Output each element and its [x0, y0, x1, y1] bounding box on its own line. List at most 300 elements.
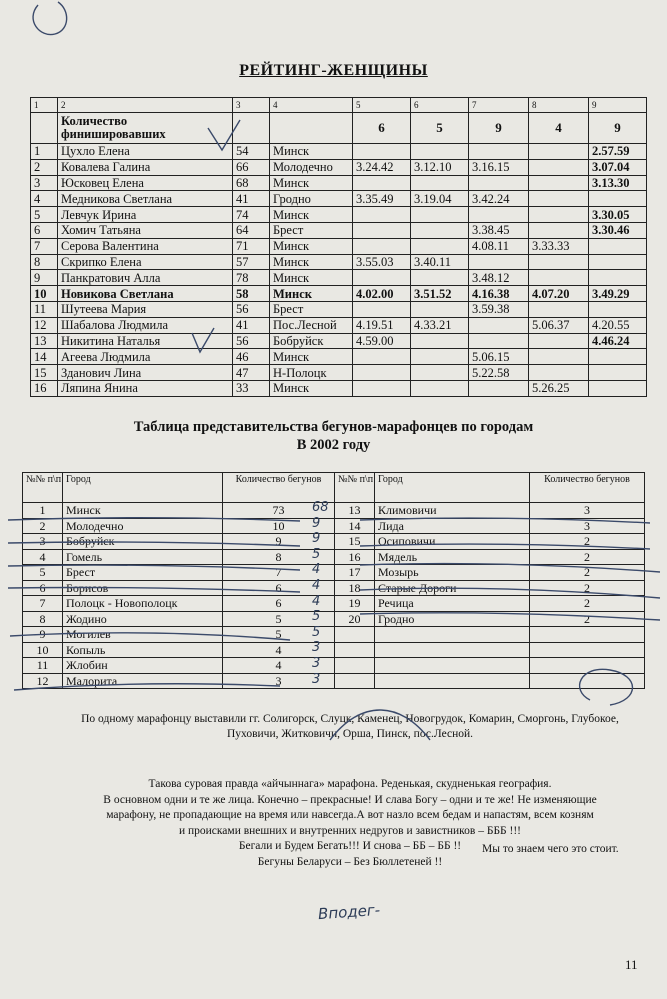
athlete-row: [31, 159, 647, 175]
place: 4: [31, 191, 58, 207]
city-name: Мядель: [375, 549, 530, 565]
city-name: Гомель: [63, 549, 223, 565]
city-row: [23, 549, 645, 565]
column-number: 7: [469, 98, 529, 113]
column-number: 8: [529, 98, 589, 113]
athlete-city: Брест: [270, 301, 353, 317]
runner-count: 73: [223, 503, 335, 519]
athlete-age: 54: [233, 144, 270, 160]
result-time: 5.06.37: [529, 317, 589, 333]
runner-count: 2: [530, 534, 645, 550]
women-rating-table: [30, 97, 647, 397]
athlete-age: 68: [233, 175, 270, 191]
result-time: [411, 144, 469, 160]
finishers-count: 4: [529, 113, 589, 144]
city-name: Лида: [375, 518, 530, 534]
column-number: 6: [411, 98, 469, 113]
athlete-name: Ковалева Галина: [58, 159, 233, 175]
result-time: 4.20.55: [589, 317, 647, 333]
result-time: [469, 144, 529, 160]
result-time: [353, 380, 411, 396]
result-time: 3.07.04: [589, 159, 647, 175]
result-time: 5.26.25: [529, 380, 589, 396]
result-time: [353, 349, 411, 365]
result-time: 4.08.11: [469, 238, 529, 254]
city-name: Климовичи: [375, 503, 530, 519]
result-time: [411, 270, 469, 286]
city-row: [23, 534, 645, 550]
runner-count: 4: [223, 658, 335, 674]
athlete-name: Левчук Ирина: [58, 207, 233, 223]
empty-cell: [270, 113, 353, 144]
place: 7: [31, 238, 58, 254]
place: 11: [31, 301, 58, 317]
result-time: [529, 254, 589, 270]
city-name: Осиповичи: [375, 534, 530, 550]
quote-line: Такова суровая правда «айчыннага» марафона. Реденькая, скудненькая география.: [148, 778, 552, 790]
athlete-age: 64: [233, 222, 270, 238]
city-row: [23, 627, 645, 643]
runner-count: 3: [530, 503, 645, 519]
city-number: 16: [335, 549, 375, 565]
athlete-row: [31, 175, 647, 191]
runner-count: [530, 642, 645, 658]
rating-title: РЕЙТИНГ-ЖЕНЩИНЫ: [239, 62, 428, 79]
city-name: Речица: [375, 596, 530, 612]
quote-line: марафону, не пропадающие на время или навсегда.А вот назло всем бедам и напастям, всем козням: [106, 809, 594, 821]
result-time: [529, 333, 589, 349]
handwritten-count: 4: [312, 593, 321, 609]
runner-count: 3: [223, 673, 335, 689]
city-name: [375, 658, 530, 674]
city-number: 5: [23, 565, 63, 581]
city-number: 17: [335, 565, 375, 581]
city-number: [335, 642, 375, 658]
result-time: 3.38.45: [469, 222, 529, 238]
result-time: 3.35.49: [353, 191, 411, 207]
runner-count: 7: [223, 565, 335, 581]
athlete-age: 78: [233, 270, 270, 286]
athlete-age: 57: [233, 254, 270, 270]
city-row: [23, 580, 645, 596]
result-time: 3.40.11: [411, 254, 469, 270]
athlete-age: 58: [233, 286, 270, 302]
result-time: [411, 365, 469, 381]
city-number: [335, 627, 375, 643]
result-time: 3.49.29: [589, 286, 647, 302]
result-time: [529, 207, 589, 223]
athlete-row: [31, 238, 647, 254]
result-time: [411, 349, 469, 365]
city-name: Молодечно: [63, 518, 223, 534]
runner-count: [530, 673, 645, 689]
result-time: 5.22.58: [469, 365, 529, 381]
handwritten-count: 5: [312, 609, 321, 625]
quote-line: Бегали и Будем Бегать!!! И снова – ББ – ББ !!: [238, 840, 462, 852]
result-time: [589, 238, 647, 254]
cities-title-line1: Таблица представительства бегунов-марафонцев по городам: [133, 419, 534, 435]
athlete-age: 46: [233, 349, 270, 365]
result-time: [589, 270, 647, 286]
runner-count: [530, 658, 645, 674]
result-time: [589, 349, 647, 365]
city-row: [23, 596, 645, 612]
result-time: [353, 270, 411, 286]
athlete-city: Минск: [270, 349, 353, 365]
city-name: [375, 627, 530, 643]
result-time: [529, 301, 589, 317]
city-name: Жлобин: [63, 658, 223, 674]
athlete-age: 56: [233, 333, 270, 349]
result-time: [411, 222, 469, 238]
result-time: [469, 254, 529, 270]
result-time: 3.30.05: [589, 207, 647, 223]
city-number: 15: [335, 534, 375, 550]
place: 15: [31, 365, 58, 381]
cities-table: [22, 472, 645, 689]
place: 8: [31, 254, 58, 270]
quote-line: Бегуны Беларуси – Без Бюллетеней !!: [257, 855, 443, 868]
result-time: [589, 380, 647, 396]
runner-count: 2: [530, 611, 645, 627]
handwritten-count: 4: [312, 578, 321, 593]
athlete-name: Агеева Людмила: [58, 349, 233, 365]
finishers-count: 9: [469, 113, 529, 144]
column-number: 9: [589, 98, 647, 113]
result-time: [469, 317, 529, 333]
result-time: 5.06.15: [469, 349, 529, 365]
city-name: Бобруйск: [63, 534, 223, 550]
header-city: Город: [375, 473, 530, 503]
city-name: Борисов: [63, 580, 223, 596]
city-number: 1: [23, 503, 63, 519]
result-time: 3.48.12: [469, 270, 529, 286]
city-row: [23, 565, 645, 581]
result-time: [589, 301, 647, 317]
runner-count: 5: [223, 627, 335, 643]
handwritten-count: 5: [312, 546, 321, 562]
result-time: [469, 175, 529, 191]
runner-count: 2: [530, 549, 645, 565]
result-time: [529, 365, 589, 381]
city-name: Полоцк - Новополоцк: [63, 596, 223, 612]
athlete-row: [31, 380, 647, 396]
city-number: 11: [23, 658, 63, 674]
result-time: [589, 191, 647, 207]
runner-count: 10: [223, 518, 335, 534]
place: 5: [31, 207, 58, 223]
city-number: 19: [335, 596, 375, 612]
city-number: [335, 658, 375, 674]
cities-header-row: [23, 473, 645, 503]
result-time: [411, 175, 469, 191]
header-num: №№ п\п: [23, 473, 63, 503]
athlete-name: Хомич Татьяна: [58, 222, 233, 238]
result-time: 3.16.15: [469, 159, 529, 175]
athlete-row: [31, 191, 647, 207]
finishers-label: Количество финишировавших: [58, 113, 233, 144]
result-time: [353, 222, 411, 238]
city-name: Минск: [63, 503, 223, 519]
city-name: Мозырь: [375, 565, 530, 581]
athlete-age: 41: [233, 317, 270, 333]
athlete-city: Минск: [270, 175, 353, 191]
result-time: [353, 301, 411, 317]
athlete-name: Юсковец Елена: [58, 175, 233, 191]
athlete-age: 47: [233, 365, 270, 381]
finishers-count: 5: [411, 113, 469, 144]
finishers-count-row: [31, 113, 647, 144]
city-name: Гродно: [375, 611, 530, 627]
city-row: [23, 503, 645, 519]
runner-count: 5: [223, 611, 335, 627]
result-time: [353, 175, 411, 191]
athlete-name: Ляпина Янина: [58, 380, 233, 396]
athlete-row: [31, 286, 647, 302]
result-time: [589, 365, 647, 381]
runner-count: 6: [223, 596, 335, 612]
athlete-name: Серова Валентина: [58, 238, 233, 254]
result-time: [529, 175, 589, 191]
city-number: 9: [23, 627, 63, 643]
city-row: [23, 658, 645, 674]
handwritten-count: 3: [312, 640, 321, 656]
handwritten-count: 68: [312, 500, 329, 515]
place: 14: [31, 349, 58, 365]
athlete-name: Скрипко Елена: [58, 254, 233, 270]
result-time: 3.24.42: [353, 159, 411, 175]
result-time: [353, 144, 411, 160]
athlete-city: Брест: [270, 222, 353, 238]
result-time: 4.33.21: [411, 317, 469, 333]
handwritten-count: 4: [312, 562, 321, 578]
result-time: 3.51.52: [411, 286, 469, 302]
athlete-age: 71: [233, 238, 270, 254]
result-time: [353, 207, 411, 223]
athlete-age: 66: [233, 159, 270, 175]
athlete-city: Молодечно: [270, 159, 353, 175]
result-time: 4.02.00: [353, 286, 411, 302]
runner-count: 8: [223, 549, 335, 565]
result-time: [529, 144, 589, 160]
runner-count: 4: [223, 642, 335, 658]
city-name: [375, 673, 530, 689]
runner-count: [530, 627, 645, 643]
result-time: [353, 365, 411, 381]
result-time: [529, 159, 589, 175]
athlete-row: [31, 333, 647, 349]
city-number: 2: [23, 518, 63, 534]
athlete-city: Минск: [270, 254, 353, 270]
athlete-city: Минск: [270, 270, 353, 286]
result-time: 3.55.03: [353, 254, 411, 270]
city-number: 8: [23, 611, 63, 627]
city-number: 12: [23, 673, 63, 689]
city-name: Малорита: [63, 673, 223, 689]
result-time: 3.42.24: [469, 191, 529, 207]
place: 2: [31, 159, 58, 175]
place: 6: [31, 222, 58, 238]
city-name: [375, 642, 530, 658]
column-number-row: [31, 98, 647, 113]
athlete-city: Минск: [270, 238, 353, 254]
place: 10: [31, 286, 58, 302]
result-time: 3.33.33: [529, 238, 589, 254]
city-number: 6: [23, 580, 63, 596]
result-time: [529, 191, 589, 207]
athlete-city: Пос.Лесной: [270, 317, 353, 333]
finishers-count: 6: [353, 113, 411, 144]
column-number: 2: [58, 98, 233, 113]
city-name: Могилев: [63, 627, 223, 643]
city-row: [23, 673, 645, 689]
quote-line: и происками внешних и внутренних недругов и завистников – БББ !!!: [178, 824, 522, 837]
corner-scribble: [33, 2, 67, 35]
column-number: 3: [233, 98, 270, 113]
header-count: Количество бегунов: [223, 473, 335, 503]
result-time: 4.07.20: [529, 286, 589, 302]
athlete-row: [31, 349, 647, 365]
runner-count: 2: [530, 596, 645, 612]
handwritten-count: 3: [312, 671, 321, 687]
athlete-city: Гродно: [270, 191, 353, 207]
athlete-row: [31, 222, 647, 238]
empty-cell: [31, 113, 58, 144]
city-number: 7: [23, 596, 63, 612]
result-time: 3.59.38: [469, 301, 529, 317]
athlete-city: Н-Полоцк: [270, 365, 353, 381]
athlete-name: Медникова Светлана: [58, 191, 233, 207]
result-time: 3.19.04: [411, 191, 469, 207]
quote-line: В основном одни и те же лица. Конечно – прекрасные! И слава Богу – одни и те же! Не изменяющие: [103, 793, 597, 806]
result-time: [529, 270, 589, 286]
result-time: [469, 380, 529, 396]
result-time: 4.16.38: [469, 286, 529, 302]
city-number: 14: [335, 518, 375, 534]
runner-count: 3: [530, 518, 645, 534]
city-number: 4: [23, 549, 63, 565]
athlete-age: 56: [233, 301, 270, 317]
result-time: 4.59.00: [353, 333, 411, 349]
result-time: [411, 301, 469, 317]
athlete-row: [31, 365, 647, 381]
place: 1: [31, 144, 58, 160]
handwritten-note: Вподег-: [317, 900, 381, 924]
column-number: 1: [31, 98, 58, 113]
result-time: [469, 333, 529, 349]
athlete-row: [31, 144, 647, 160]
athlete-name: Цухло Елена: [58, 144, 233, 160]
result-time: 2.57.59: [589, 144, 647, 160]
result-time: [411, 380, 469, 396]
athlete-name: Зданович Лина: [58, 365, 233, 381]
result-time: [411, 238, 469, 254]
result-time: [469, 207, 529, 223]
column-number: 5: [353, 98, 411, 113]
athlete-row: [31, 207, 647, 223]
result-time: [411, 207, 469, 223]
city-number: 20: [335, 611, 375, 627]
place: 16: [31, 380, 58, 396]
city-row: [23, 518, 645, 534]
handwritten-count: 9: [312, 531, 321, 547]
place: 9: [31, 270, 58, 286]
athlete-name: Шабалова Людмила: [58, 317, 233, 333]
athlete-city: Бобруйск: [270, 333, 353, 349]
result-time: [353, 238, 411, 254]
result-time: 3.12.10: [411, 159, 469, 175]
athlete-name: Новикова Светлана: [58, 286, 233, 302]
runner-count: 6: [223, 580, 335, 596]
athlete-age: 74: [233, 207, 270, 223]
athlete-city: Минск: [270, 286, 353, 302]
city-number: [335, 673, 375, 689]
athlete-age: 33: [233, 380, 270, 396]
city-row: [23, 642, 645, 658]
result-time: [411, 333, 469, 349]
column-number: 4: [270, 98, 353, 113]
cities-table-title: [0, 418, 667, 454]
result-time: [529, 349, 589, 365]
handwritten-count: 9: [312, 515, 321, 531]
runner-count: 2: [530, 565, 645, 581]
result-time: 3.30.46: [589, 222, 647, 238]
athlete-row: [31, 254, 647, 270]
finishers-count: 9: [589, 113, 647, 144]
city-name: Брест: [63, 565, 223, 581]
header-num: №№ п\п: [335, 473, 375, 503]
city-number: 10: [23, 642, 63, 658]
city-number: 3: [23, 534, 63, 550]
athlete-row: [31, 270, 647, 286]
runner-count: 2: [530, 580, 645, 596]
result-time: [529, 222, 589, 238]
athlete-age: 41: [233, 191, 270, 207]
athlete-name: Панкратович Алла: [58, 270, 233, 286]
city-row: [23, 611, 645, 627]
place: 13: [31, 333, 58, 349]
athlete-city: Минск: [270, 144, 353, 160]
city-name: Старые Дороги: [375, 580, 530, 596]
city-name: Копыль: [63, 642, 223, 658]
empty-cell: [233, 113, 270, 144]
header-city: Город: [63, 473, 223, 503]
result-time: 4.19.51: [353, 317, 411, 333]
athlete-name: Никитина Наталья: [58, 333, 233, 349]
athlete-city: Минск: [270, 380, 353, 396]
place: 12: [31, 317, 58, 333]
header-count: Количество бегунов: [530, 473, 645, 503]
cities-title-line2: В 2002 году: [296, 437, 371, 453]
page-number: 11: [625, 957, 638, 972]
result-time: 3.13.30: [589, 175, 647, 191]
result-time: 4.46.24: [589, 333, 647, 349]
handwritten-count: 3: [312, 656, 321, 671]
place: 3: [31, 175, 58, 191]
athlete-row: [31, 317, 647, 333]
city-name: Жодино: [63, 611, 223, 627]
city-number: 13: [335, 503, 375, 519]
athlete-city: Минск: [270, 207, 353, 223]
athlete-row: [31, 301, 647, 317]
city-number: 18: [335, 580, 375, 596]
athlete-name: Шутеева Мария: [58, 301, 233, 317]
signature-line: Мы то знаем чего это стоит.: [482, 843, 619, 855]
handwritten-count: 5: [312, 624, 321, 640]
single-runner-note: По одному марафонцу выставили гг. Солигорск, Слуцк, Каменец, Новогрудок, Комарин, Сморгонь, Глубокое, Пуховичи, Житковичи, Орша, Пинск, пос.Лесной.: [81, 713, 619, 740]
runner-count: 9: [223, 534, 335, 550]
result-time: [589, 254, 647, 270]
